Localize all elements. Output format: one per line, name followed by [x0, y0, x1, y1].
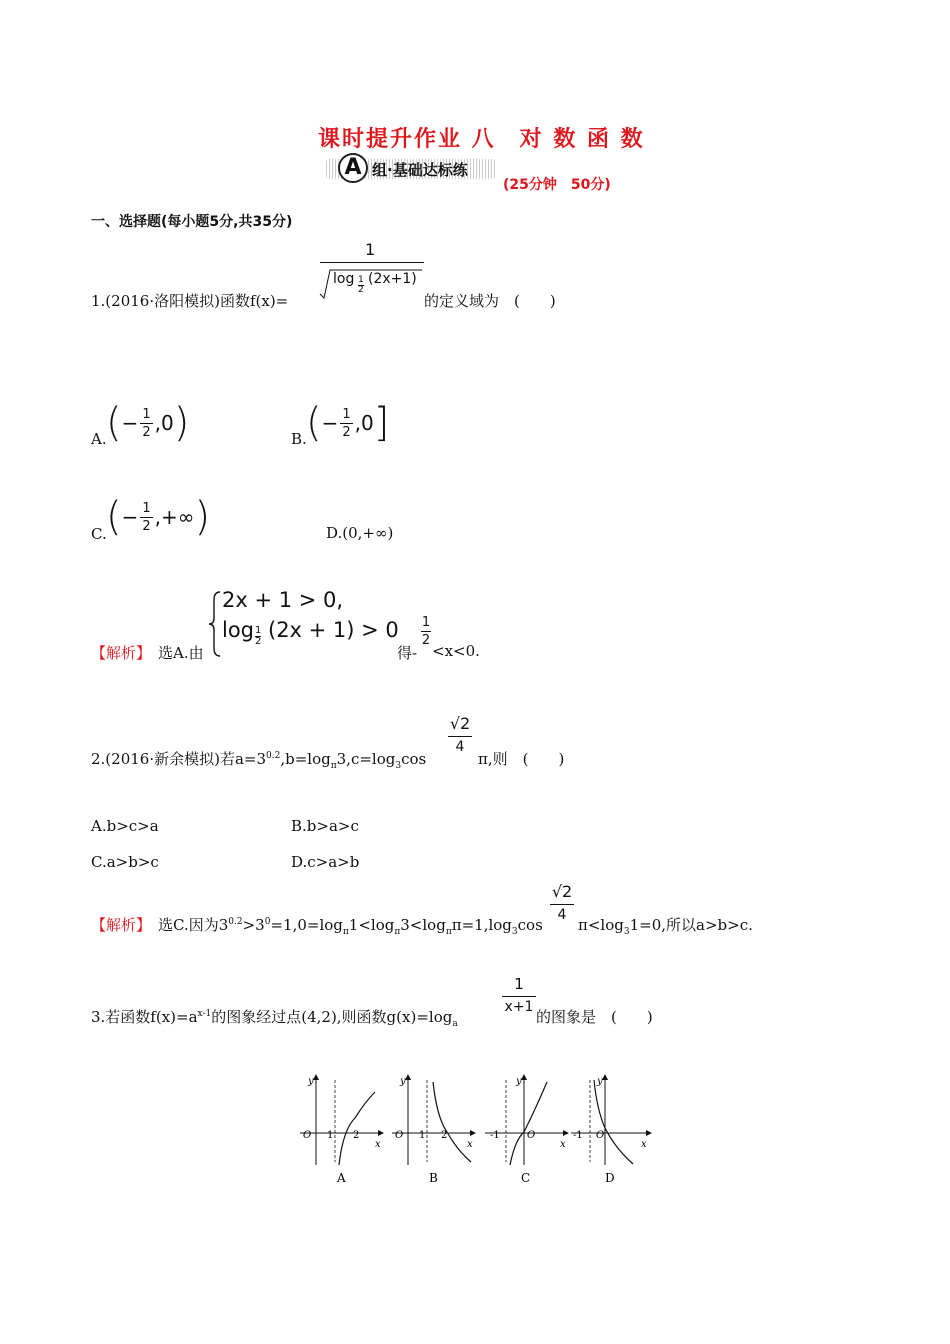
q1-system-line2-base	[255, 626, 261, 647]
q1-option-b-minus: −	[321, 411, 339, 435]
graph-d-origin: O	[596, 1130, 605, 1141]
q1-suffix: 的定义域为 ( )	[424, 292, 556, 310]
q2-prefix: 2.(2016·新余模拟)若a=3	[91, 750, 267, 768]
q2-mid3: cos	[401, 750, 427, 768]
q2-ana-1: 选C.因为3	[158, 916, 229, 934]
q1-option-a[interactable]	[106, 400, 189, 446]
graph-a-tick2: 2	[353, 1130, 360, 1141]
graph-c-x-label: x	[560, 1139, 566, 1150]
q1-option-c-label[interactable]: C.	[91, 525, 107, 543]
q1-option-c-frac	[140, 502, 152, 533]
q2-sup-exp: 0.2	[266, 751, 281, 761]
group-letter-circle: A	[338, 153, 368, 183]
graph-c-caption: C	[521, 1171, 531, 1185]
q2-ana-sub3: π	[445, 927, 452, 937]
q1-frac-numerator: 1	[365, 240, 376, 259]
q2-mid1: ,b=log	[280, 750, 331, 768]
q3-graph-a[interactable]	[300, 1075, 383, 1185]
q1-option-b-tail: ,0	[354, 411, 374, 435]
q2-analysis-part2	[578, 914, 753, 937]
q1-function-fraction	[318, 240, 424, 306]
graph-b-x-label: x	[467, 1139, 473, 1150]
graph-a-x-label: x	[375, 1139, 381, 1150]
graph-a-origin: O	[303, 1130, 312, 1141]
q2-ana-9: 1=0,所以a>b>c.	[629, 916, 753, 934]
q2-ana-sub5: 3	[623, 927, 630, 937]
q2-analysis-part1	[158, 914, 543, 937]
q3-mid: 的图象经过点(4,2),则函数g(x)=log	[211, 1008, 453, 1026]
graph-b-tick1: 1	[419, 1130, 426, 1141]
q1-option-c-num: 1	[142, 500, 151, 516]
q2-option-d[interactable]: D.c>a>b	[291, 853, 360, 871]
q1-system-line2-log: log	[222, 618, 255, 642]
q1-option-b-frac	[340, 408, 352, 439]
q2-ana-3: =1,0=log	[270, 916, 343, 934]
q2-option-a[interactable]: A.b>c>a	[91, 817, 159, 835]
graph-d-tick1: -1	[573, 1130, 583, 1141]
q2-stem	[91, 748, 426, 771]
q1-analysis-tag: 【解析】	[91, 644, 152, 662]
q3-graphs	[295, 1070, 655, 1190]
graph-c-y-label: y	[516, 1076, 522, 1087]
q1-system-line2-rest: (2x + 1) > 0	[268, 618, 399, 642]
graph-d-x-label: x	[641, 1139, 647, 1150]
graph-c-tick1: -1	[490, 1130, 500, 1141]
q1-frac-bar	[320, 262, 424, 263]
q1-result-frac	[421, 616, 431, 647]
q2-ana-sub4: 3	[511, 927, 518, 937]
q1-system-line1: 2x + 1 > 0,	[222, 588, 344, 612]
q1-inequality-system	[208, 588, 408, 660]
q1-option-a-den: 2	[142, 424, 151, 440]
q3-sub-a: a	[452, 1019, 458, 1029]
graph-a-caption: A	[337, 1171, 346, 1185]
time-score: (25分钟 50分)	[503, 177, 611, 193]
q1-option-b-open: (	[306, 400, 322, 446]
q1-option-b[interactable]	[306, 400, 389, 446]
graph-d-curve	[594, 1080, 633, 1164]
q1-log-base	[358, 276, 364, 295]
q1-option-a-frac	[140, 408, 152, 439]
q1-option-c-open: (	[106, 494, 122, 540]
q2-ana-7: cos	[517, 916, 543, 934]
q3-sup-exp: x-1	[197, 1009, 212, 1019]
q1-option-b-den: 2	[342, 424, 351, 440]
q3-suffix: 的图象是 ( )	[536, 1008, 653, 1026]
q3-graph-c[interactable]	[485, 1075, 568, 1185]
group-badge	[326, 153, 496, 183]
q2-option-b[interactable]: B.b>a>c	[291, 817, 359, 835]
q2-sub-pi: π	[330, 761, 337, 771]
q3-stem	[91, 1006, 458, 1029]
q2-mid2: 3,c=log	[336, 750, 396, 768]
q2-frac	[448, 716, 472, 754]
q1-option-a-tail: ,0	[154, 411, 174, 435]
q1-option-c-tail: ,+∞	[154, 505, 195, 529]
q2-ana-frac	[550, 884, 574, 922]
graph-b-caption: B	[429, 1171, 438, 1185]
q1-result-pre: 得-	[397, 644, 418, 662]
graph-d-y-label: y	[597, 1076, 603, 1087]
q3-frac-num: 1	[502, 977, 536, 997]
q1-system-base-den: 2	[255, 636, 262, 647]
q1-option-a-close: )	[173, 400, 190, 446]
q3-prefix: 3.若函数f(x)=a	[91, 1008, 198, 1026]
graph-c-origin: O	[527, 1130, 536, 1141]
q1-option-b-num: 1	[342, 406, 351, 422]
q1-log-arg: (2x+1)	[368, 271, 417, 287]
graph-b-curve	[433, 1082, 471, 1162]
graph-a-y-label: y	[308, 1076, 314, 1087]
q2-ana-2: >3	[242, 916, 265, 934]
q2-ana-sub1: π	[342, 927, 349, 937]
q1-option-d[interactable]: D.(0,+∞)	[326, 524, 394, 542]
q2-ana-4: 1<log	[348, 916, 395, 934]
q1-option-c-den: 2	[142, 518, 151, 534]
q2-sub-3: 3	[395, 761, 402, 771]
group-label: 组·基础达标练	[372, 161, 468, 179]
q2-option-c[interactable]: C.a>b>c	[91, 853, 159, 871]
q2-ana-sup1: 0.2	[228, 917, 243, 927]
q2-ana-frac-num: √2	[550, 884, 574, 905]
page-title: 课时提升作业 八 对 数 函 数	[318, 127, 645, 152]
q2-ana-sup2: 0	[264, 917, 271, 927]
q1-system-base-num: 1	[255, 625, 262, 636]
graph-d-caption: D	[605, 1171, 615, 1185]
q1-log-base-den: 2	[358, 285, 364, 295]
q1-prefix: 1.(2016·洛阳模拟)函数f(x)=	[91, 292, 289, 310]
q1-result-den: 2	[421, 633, 431, 648]
graph-a-curve	[339, 1092, 375, 1165]
section-heading: 一、选择题(每小题5分,共35分)	[91, 214, 293, 230]
q1-option-b-close: ]	[373, 400, 390, 446]
q1-option-a-minus: −	[121, 411, 139, 435]
graph-c-curve	[510, 1082, 547, 1165]
q2-suffix: π,则 ( )	[478, 750, 565, 768]
graph-b-tick2: 2	[441, 1130, 448, 1141]
q1-option-b-label[interactable]: B.	[291, 430, 307, 448]
q3-frac-den: x+1	[504, 999, 534, 1015]
q2-ana-8: π<log	[578, 916, 624, 934]
q1-system-brace	[208, 590, 222, 658]
q1-result-post: <x<0.	[432, 642, 480, 660]
q1-option-c-minus: −	[121, 505, 139, 529]
q1-option-c[interactable]	[106, 494, 210, 540]
q1-analysis-text: 选A.由	[158, 644, 204, 662]
q2-frac-den: 4	[455, 739, 465, 755]
q1-result-num: 1	[421, 615, 431, 630]
q1-option-a-label[interactable]: A.	[91, 430, 107, 448]
q2-ana-6: π=1,log	[451, 916, 512, 934]
q2-frac-num: √2	[448, 716, 472, 737]
q1-option-a-open: (	[106, 400, 122, 446]
graph-b-y-label: y	[400, 1076, 406, 1087]
q2-ana-sub2: π	[394, 927, 401, 937]
q1-log-text: log	[333, 271, 355, 287]
q1-option-c-close: )	[194, 494, 211, 540]
q1-log	[333, 271, 354, 287]
graph-b-origin: O	[395, 1130, 404, 1141]
q1-log-base-num: 1	[358, 275, 364, 285]
q3-graph-b[interactable]	[392, 1075, 475, 1185]
q2-analysis-tag: 【解析】	[91, 916, 152, 934]
q1-option-a-num: 1	[142, 406, 151, 422]
q2-ana-5: 3<log	[400, 916, 446, 934]
graph-a-tick1: 1	[327, 1130, 334, 1141]
q3-graph-d[interactable]	[571, 1075, 651, 1185]
q3-frac	[502, 977, 536, 1014]
q2-ana-frac-den: 4	[557, 907, 567, 923]
